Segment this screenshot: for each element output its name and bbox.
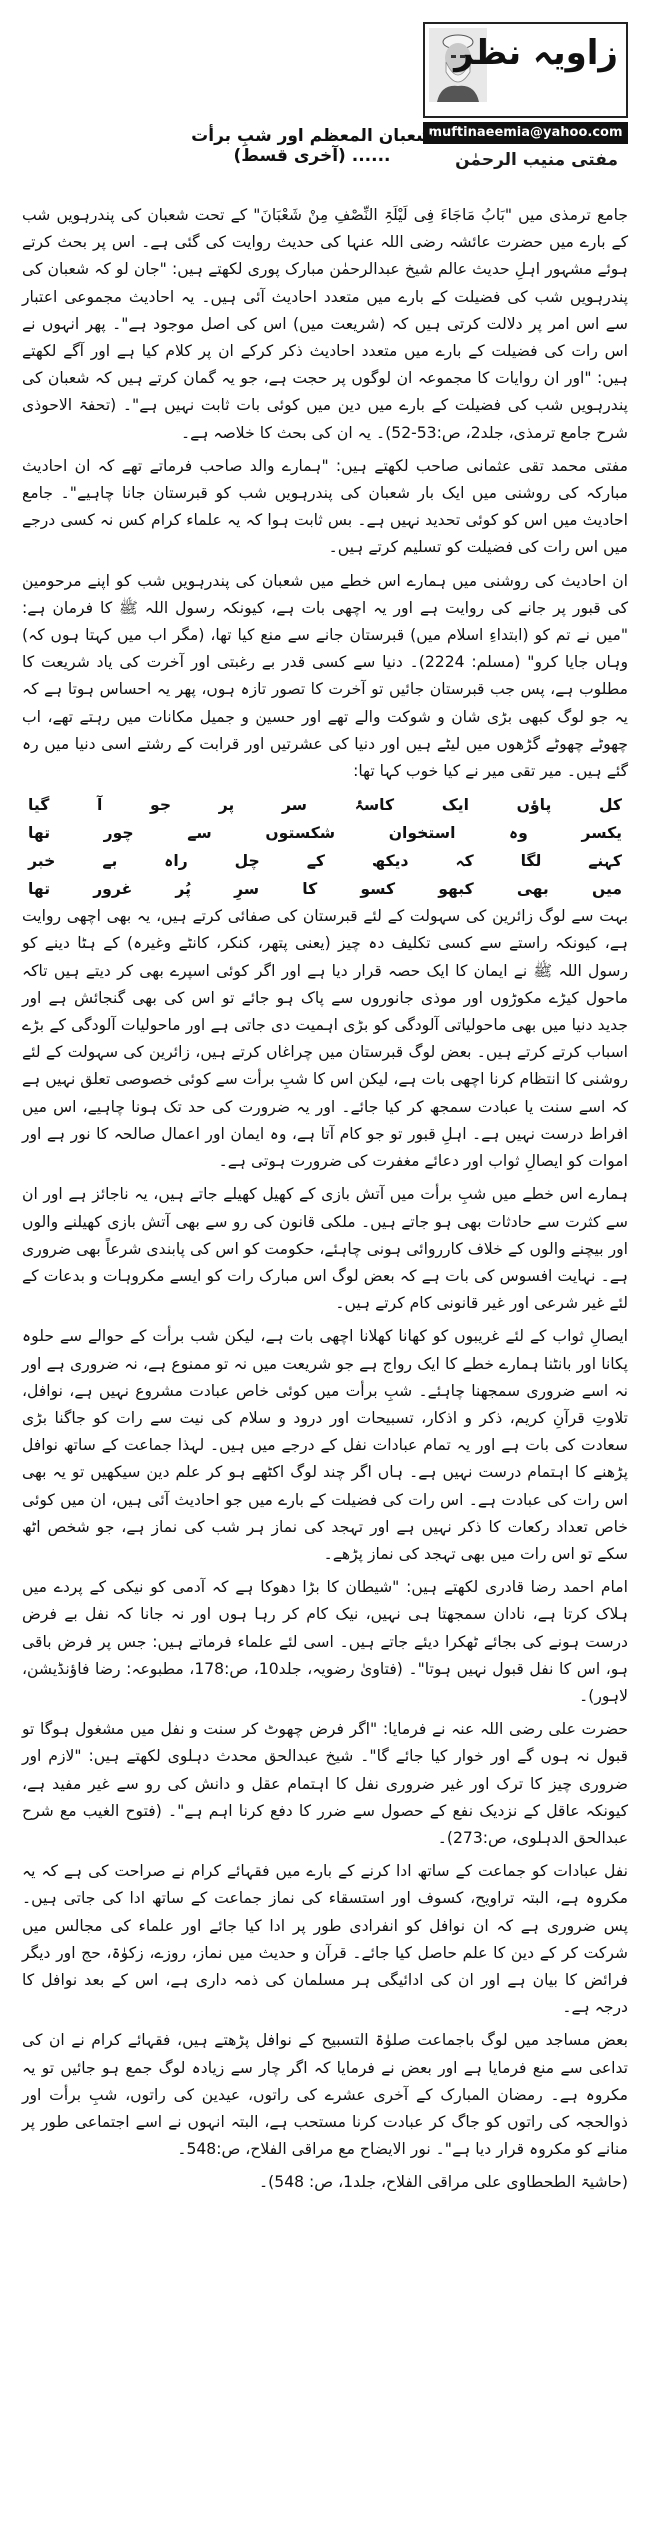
- page-title: شعبان المعظم اور شبِ برأت ...... (آخری قسط): [191, 126, 433, 166]
- poem-word: خبر: [28, 852, 56, 871]
- column-logo: زاویہ نظر: [454, 33, 618, 73]
- poem-line: [22, 791, 628, 819]
- article-ending: (حاشیۃ الطحطاوی علی مراقی الفلاح، جلد1، ص: 548)۔: [259, 2173, 628, 2192]
- poem-word: کے: [306, 852, 325, 871]
- paragraph: مفتی محمد تقی عثمانی صاحب لکھتے ہیں: "ہمارے والد صاحب فرماتے تھے کہ ان احادیث مبارکہ کی روشنی میں ایک بار شعبان کی پندرہویں شب کو قبرستان جانا چاہیے"۔ جامع احادیث میں اس کو کوئی تحدید نہیں ہے۔ بس ثابت ہوا کہ یہ علماء کرام کس نہ کسی درجے میں اس رات کی فضیلت کو تسلیم کرتے ہیں۔: [22, 456, 628, 557]
- poem-word: سے: [187, 824, 212, 843]
- poem-word: کا: [302, 880, 318, 899]
- paragraph: بعض مساجد میں لوگ باجماعت صلوٰۃ التسبیح کے نوافل پڑھتے ہیں، فقہائے کرام نے ان کی تداعی سے منع فرمایا ہے اور بعض نے فرمایا کہ اگر چار سے زیادہ لوگ جمع ہو جائیں تو یہ مکروہ ہے۔ رمضان المبارک کے آخری عشرے کی راتوں، عیدین کی راتوں، شبِ برأت اور ذوالحجہ کی راتوں کو جاگ کر عبادت کرنا مستحب ہے، البتہ انہوں نے اسے اجتماعی طور پر منانے کو مکروہ قرار دیا ہے"۔ نور الایضاح مع مراقی الفلاح، ص:548۔: [22, 2031, 628, 2159]
- poem-line: [22, 875, 628, 903]
- paragraph: امام احمد رضا قادری لکھتے ہیں: "شیطان کا بڑا دھوکا ہے کہ آدمی کو نیکی کے پردے میں ہلاک کرتا ہے، نادان سمجھتا ہی نہیں، نیک کام کر رہا ہوں اور نہ جانا کہ نفل بے فرض درست ہونے کی بجائے ٹھکرا دیئے جاتے ہیں۔ اسی لئے علماء فرماتے ہیں: جس پر فرض باقی ہو، اس کا نفل قبول نہیں ہوتا"۔ (فتاویٰ رضویہ، جلد10، ص:178، مطبوعہ: رضا فاؤنڈیشن، لاہور)۔: [22, 1578, 628, 1705]
- poem-word: کل: [599, 796, 622, 815]
- poem-word: کبھو: [438, 880, 474, 899]
- poem-word: آ: [97, 796, 103, 815]
- poem: [22, 791, 628, 903]
- poem-word: سرِ: [234, 880, 260, 899]
- poem-word: کہ: [455, 852, 474, 871]
- paragraph: نفل عبادات کو جماعت کے ساتھ ادا کرنے کے بارے میں فقہائے کرام نے صراحت کی ہے کہ یہ مکروہ ہے، البتہ تراویح، کسوف اور استسقاء کی نماز جماعت کے ساتھ ادا کی جاتی ہیں۔ پس ضروری ہے کہ ان نوافل کو انفرادی طور پر ادا کیا جائے اور علماء کی مجالس میں شرکت کر کے دین کا علم حاصل کیا جائے۔ قرآن و حدیث میں نماز، روزے، زکوٰۃ، حج اور دیگر فرائض کا بیان ہے اور ان کی ادائیگی ہر مسلمان کی ذمہ داری ہے، اس کے بعد نوافل کا درجہ ہے۔: [22, 1862, 628, 2017]
- paragraph: ایصالِ ثواب کے لئے غریبوں کو کھانا کھلانا اچھی بات ہے، لیکن شب برأت کے حوالے سے حلوہ پکانا اور بانٹنا ہمارے خطے کا ایک رواج ہے جو شریعت میں نہ تو ممنوع ہے، نہ ضروری ہے اور نہ اسے ضروری سمجھنا چاہئے۔ شبِ برأت میں کوئی خاص عبادت مشروع نہیں ہے، نوافل، تلاوتِ قرآنِ کریم، ذکر و اذکار، تسبیحات اور درود و سلام کی نیت سے رات کو جاگنا بڑی سعادت کی بات ہے اور یہ تمام عبادات نفل کے درجے میں ہیں۔ لہذا جماعت کے ساتھ نوافل پڑھنے کا اہتمام درست نہیں ہے۔ ہاں اگر چند لوگ اکٹھے ہو کر علم دین سیکھیں تو یہ بھی اس رات کی عبادت ہے۔ اس رات کی فضیلت کے بارے میں جو احادیث آئی ہیں، ان میں کوئی خاص تعداد رکعات کا ذکر نہیں ہے اور تہجد کی نماز ہر شب کی نماز ہے، جو شخص اٹھ سکے تو اس رات میں بھی تہجد کی نماز پڑھے۔: [22, 1327, 628, 1563]
- poem-word: جو: [150, 796, 172, 815]
- paragraph: ان احادیث کی روشنی میں ہمارے اس خطے میں شعبان کی پندرہویں شب کو اپنے مرحومین کی قبور پر جانے کی روایت ہے اور یہ اچھی بات ہے، کیونکہ رسول اللہ ﷺ کا فرمان ہے: "میں نے تم کو (ابتداءِ اسلام میں) قبرستان جانے سے منع کیا تھا، (مگر اب میں کہتا ہوں کہ) وہاں جایا کرو" (مسلم: 2224)۔ دنیا سے کسی قدر بے رغبتی اور آخرت کی یاد شریعت کا مطلوب ہے، پس جب قبرستان جائیں تو آخرت کا تصور تازہ ہوں، پھر یہ احساس ہوتا ہے کہ یہ جو لوگ کبھی بڑی شان و شوکت والے تھے اور حسین و جمیل مکانات میں رہتے تھے، اب چھوٹے چھوٹے گڑھوں میں لیٹے ہیں اور دنیا کی عشرتیں اور قرابت کے رشتے اسی دنیا میں رہ گئے ہیں۔ میر تقی میر نے کیا خوب کہا تھا:: [22, 571, 628, 781]
- poem-word: تھا: [28, 824, 51, 843]
- poem-word: گیا: [28, 796, 50, 815]
- poem-word: کسو: [360, 880, 396, 899]
- poem-word: بے: [102, 852, 118, 871]
- poem-word: بھی: [516, 880, 549, 899]
- poem-word: چل: [234, 852, 260, 871]
- poem-word: لگا: [520, 852, 542, 871]
- poem-word: کہنے: [588, 852, 622, 871]
- poem-word: شکستوں: [265, 824, 336, 843]
- poem-word: سر: [281, 796, 308, 815]
- poem-word: کاسۂ: [354, 796, 395, 815]
- poem-line: [22, 819, 628, 847]
- poem-word: پاؤں: [516, 796, 552, 815]
- paragraph: جامع ترمذی میں "بَابُ مَاجَاءَ فِی لَیْلَۃِ النِّصْفِ مِنْ شَعْبَانَ" کے تحت شعبان کی پندرہویں شب کے بارے میں حضرت عائشہ رضی اللہ عنہا کی حدیث روایت کی گئی ہے۔ اس پر بحث کرتے ہوئے مشہور اہلِ حدیث عالم شیخ عبدالرحمٰن مبارک پوری لکھتے ہیں: "جان لو کہ شعبان کی پندرہویں شب کی فضیلت کے بارے میں متعدد احادیث آئی ہیں۔ یہ احادیث مجموعی اعتبار سے اس امر پر دلالت کرتی ہیں کہ (شریعت میں) اس کی اصل موجود ہے"۔ پھر انہوں نے اس رات کی فضیلت کے بارے میں متعدد احادیث ذکر کرکے ان پر کلام کیا ہے اور آگے لکھتے ہیں: "اور ان روایات کا مجموعہ ان لوگوں پر حجت ہے، جو یہ گمان کرتے ہیں کہ شعبان کی پندرہویں شب کی فضیلت کے بارے میں دین میں کوئی بات ثابت نہیں ہے"۔ (تحفۃ الاحوذی شرح جامع ترمذی، جلد2، ص:53-52)۔ یہ ان کی بحث کا خلاصہ ہے۔: [22, 206, 628, 442]
- poem-word: دیکھ: [371, 852, 409, 871]
- column-header: [22, 22, 628, 202]
- paragraph: بہت سے لوگ زائرین کی سہولت کے لئے قبرستان کی صفائی کرتے ہیں، یہ بھی اچھی روایت ہے، کیونکہ راستے سے کسی تکلیف دہ چیز (یعنی پتھر، کنکر، کانٹے وغیرہ) کے ہٹا دینے کو رسول اللہ ﷺ نے ایمان کا ایک حصہ قرار دیا ہے اور اگر کوئی اسپرے بھی کر دیتے ہیں تاکہ ماحول کیڑے مکوڑوں اور موذی جانوروں سے پاک ہو جائے تو اس کی بھی گنجائش ہے اور جدید دنیا میں بھی ماحولیاتی آلودگی کو بڑی اہمیت دی جاتی ہے اور ماحولیات آلودگی کے بڑے اسباب کرتے کرتے ہیں۔ بعض لوگ قبرستان میں چراغاں کرتے ہیں، زائرین کی سہولت کے لئے روشنی کا انتظام کرنا اچھی بات ہے، لیکن اس کا شبِ برأت سے کوئی خصوصی تعلق نہیں ہے کہ اسے سنت یا عبادت سمجھ کر کیا جائے۔ اور یہ ضرورت کی حد تک ہونا چاہیے، اس میں افراط درست نہیں ہے۔ اہلِ قبور تو جو کام آتا ہے، وہ ایمان اور اعمال صالحہ کا نور ہے اور اموات کو ایصالِ ثواب اور دعائے مغفرت کی ضرورت ہوتی ہے۔: [22, 907, 628, 1171]
- poem-word: یکسر: [581, 824, 622, 843]
- poem-word: چور: [103, 824, 134, 843]
- poem-word: پُر: [175, 880, 191, 899]
- article-body: [22, 202, 628, 2197]
- poem-word: وہ: [509, 824, 528, 843]
- poem-word: میں: [591, 880, 622, 899]
- poem-word: پر: [218, 796, 235, 815]
- poem-word: غرور: [93, 880, 133, 899]
- poem-word: تھا: [28, 880, 51, 899]
- poem-word: ایک: [441, 796, 469, 815]
- author-name: مفتی منیب الرحمٰن: [455, 150, 618, 170]
- poem-word: استخوان: [388, 824, 456, 843]
- poem-word: راہ: [164, 852, 188, 871]
- author-email[interactable]: muftinaeemia@yahoo.com: [423, 122, 628, 144]
- paragraph: ہمارے اس خطے میں شبِ برأت میں آتش بازی کے کھیل کھیلے جاتے ہیں، یہ ناجائز ہے اور ان سے کثرت سے حادثات بھی ہو جاتے ہیں۔ ملکی قانون کی رو سے بھی آتش بازی کھیلنے والوں اور بیچنے والوں کے خلاف کارروائی ہونی چاہئے، حکومت کو اس کی پابندی شرعاً بھی ضروری ہے۔ نہایت افسوس کی بات ہے کہ بعض لوگ اس مبارک رات کو ایسے مکروہات و بدعات کے لئے غیر شرعی اور غیر قانونی کام کرتے ہیں۔: [22, 1185, 628, 1313]
- paragraph: حضرت علی رضی اللہ عنہ نے فرمایا: "اگر فرض چھوٹ کر سنت و نفل میں مشغول ہوگا تو قبول نہ ہوں گے اور خوار کیا جائے گا"۔ شیخ عبدالحق محدث دہلوی لکھتے ہیں: "لازم اور ضروری چیز کا ترک اور غیر ضروری نفل کا اہتمام عقل و دانش کی رو سے غیر مفید ہے، کیونکہ عاقل کے نزدیک نفع کے حصول سے ضرر کا دفع کرنا اہم ہے"۔ (فتوح الغیب مع شرح عبدالحق الدہلوی، ص:273)۔: [22, 1720, 628, 1847]
- poem-line: [22, 847, 628, 875]
- column-logo-box: [423, 22, 628, 118]
